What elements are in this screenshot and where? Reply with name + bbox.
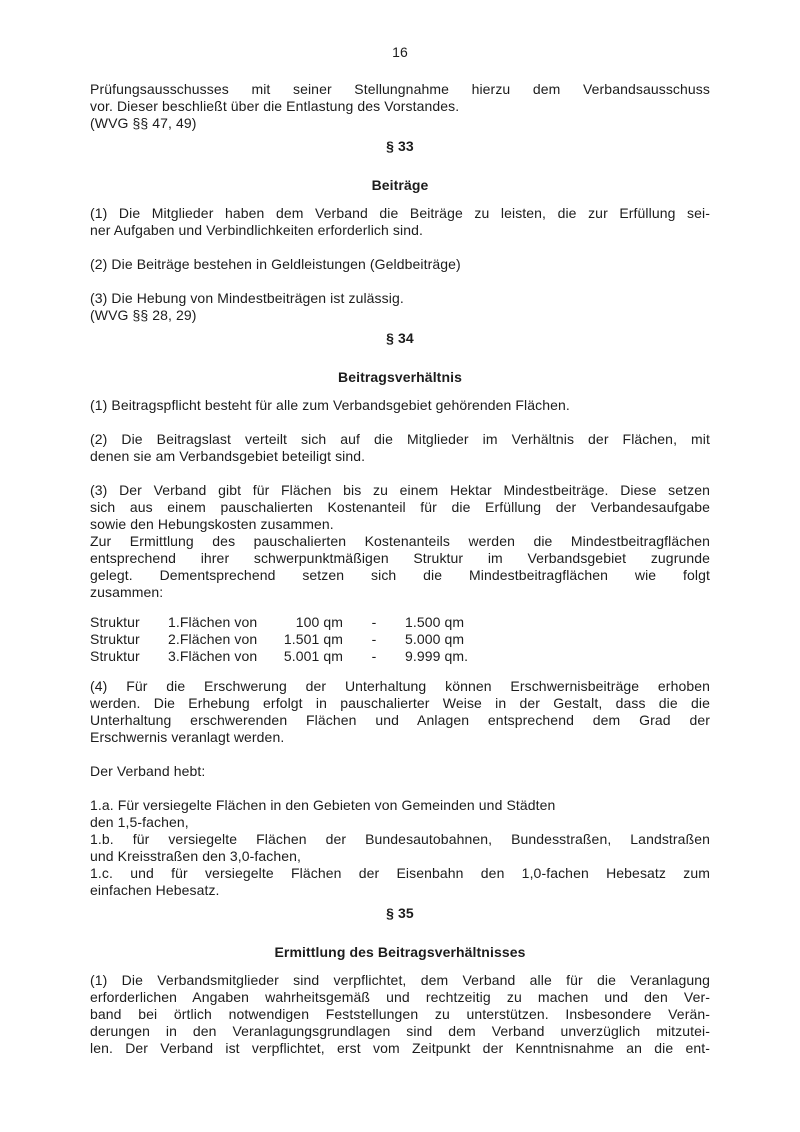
paragraph-line: Zur Ermittlung des pauschalierten Kostenanteils werden die Mindestbeitragflächen bbox=[90, 533, 710, 549]
paragraph-line: ner Aufgaben und Verbindlichkeiten erforderlich sind. bbox=[90, 222, 423, 238]
table-cell: Struktur bbox=[90, 631, 140, 647]
paragraph-line: (1) Die Verbandsmitglieder sind verpflichtet, dem Verband alle für die Veranlagung bbox=[90, 972, 710, 988]
table-cell: Struktur bbox=[90, 614, 140, 630]
paragraph bbox=[90, 797, 710, 899]
paragraph-line: gelegt. Dementsprechend setzen sich die Mindestbeitragflächen wie folgt bbox=[90, 567, 710, 583]
table-cell: - bbox=[371, 631, 377, 647]
paragraph-line: Der Verband hebt: bbox=[90, 763, 206, 779]
paragraph-line: (1) Die Mitglieder haben dem Verband die Beiträge zu leisten, die zur Erfüllung sei- bbox=[90, 205, 710, 221]
paragraph-line: Erschwernis veranlagt werden. bbox=[90, 729, 285, 745]
paragraph-line: (4) Für die Erschwerung der Unterhaltung können Erschwernisbeiträge erhoben bbox=[90, 678, 710, 694]
paragraph-line: 1.c. und für versiegelte Flächen der Eisenbahn den 1,0-fachen Hebesatz zum bbox=[90, 865, 710, 881]
paragraph-line: entsprechend ihrer schwerpunktmäßigen Struktur im Verbandsgebiet zugrunde bbox=[90, 550, 710, 566]
article-title: Beiträge bbox=[371, 177, 429, 193]
paragraph bbox=[90, 431, 710, 465]
article-title: Beitragsverhältnis bbox=[338, 369, 462, 385]
paragraph-line: (2) Die Beitragslast verteilt sich auf die Mitglieder im Verhältnis der Flächen, mit bbox=[90, 431, 710, 447]
paragraph bbox=[90, 678, 710, 746]
table-cell: 100 qm bbox=[295, 614, 343, 630]
paragraph bbox=[90, 205, 710, 239]
paragraph bbox=[90, 397, 710, 414]
paragraph-line: 1.b. für versiegelte Flächen der Bundesautobahnen, Bundesstraßen, Landstraßen bbox=[90, 831, 710, 847]
table-cell: 3.Flächen von bbox=[168, 648, 258, 664]
article-title: Ermittlung des Beitragsverhältnisses bbox=[274, 944, 526, 960]
paragraph bbox=[90, 763, 710, 780]
paragraph-line: (WVG §§ 28, 29) bbox=[90, 307, 197, 323]
table-cell: 2.Flächen von bbox=[168, 631, 258, 647]
paragraph-line: (3) Der Verband gibt für Flächen bis zu einem Hektar Mindestbeiträge. Diese setzen bbox=[90, 482, 710, 498]
paragraph-line: werden. Die Erhebung erfolgt in pauschalierter Weise in der Gestalt, dass die die bbox=[90, 695, 710, 711]
paragraph-line: sich aus einem pauschalierten Kostenanteil für die Erfüllung der Verbandesaufgabe bbox=[90, 499, 710, 515]
paragraph-line: und Kreisstraßen den 3,0-fachen, bbox=[90, 848, 301, 864]
paragraph-line: sowie den Hebungskosten zusammen. bbox=[90, 516, 334, 532]
page-number: 16 bbox=[392, 44, 408, 60]
paragraph-line: len. Der Verband ist verpflichtet, erst vom Zeitpunkt der Kenntnisnahme an die ent- bbox=[90, 1040, 710, 1056]
paragraph bbox=[90, 81, 710, 132]
table-row bbox=[90, 648, 710, 665]
table-cell: 9.999 qm. bbox=[405, 648, 469, 664]
structure-table bbox=[90, 614, 710, 665]
paragraph-line: denen sie am Verbandsgebiet beteiligt sind. bbox=[90, 448, 366, 464]
paragraph bbox=[90, 482, 710, 601]
table-cell: 5.001 qm bbox=[283, 648, 343, 664]
table-cell: 1.Flächen von bbox=[168, 614, 258, 630]
paragraph-line: einfachen Hebesatz. bbox=[90, 882, 220, 898]
table-row bbox=[90, 631, 710, 648]
table-cell: - bbox=[371, 614, 377, 630]
table-cell: 5.000 qm bbox=[405, 631, 465, 647]
paragraph bbox=[90, 972, 710, 1057]
table-cell: 1.501 qm bbox=[283, 631, 343, 647]
section-heading: § 34 bbox=[386, 330, 414, 346]
table-cell: Struktur bbox=[90, 648, 140, 664]
paragraph bbox=[90, 290, 710, 324]
paragraph-line: vor. Dieser beschließt über die Entlastung des Vorstandes. bbox=[90, 98, 460, 114]
paragraph-line: (3) Die Hebung von Mindestbeiträgen ist zulässig. bbox=[90, 290, 404, 306]
table-cell: - bbox=[371, 648, 377, 664]
paragraph-line: band bei örtlich notwendigen Feststellungen zu unterstützen. Insbesondere Verän- bbox=[90, 1006, 710, 1022]
paragraph bbox=[90, 256, 710, 273]
paragraph-line: Unterhaltung erschwerenden Flächen und Anlagen entsprechend dem Grad der bbox=[90, 712, 710, 728]
section-heading: § 35 bbox=[386, 905, 414, 921]
paragraph-line: den 1,5-fachen, bbox=[90, 814, 189, 830]
paragraph-line: (WVG §§ 47, 49) bbox=[90, 115, 197, 131]
paragraph-line: 1.a. Für versiegelte Flächen in den Gebieten von Gemeinden und Städten bbox=[90, 797, 556, 813]
table-row bbox=[90, 614, 710, 631]
paragraph-line: (2) Die Beiträge bestehen in Geldleistungen (Geldbeiträge) bbox=[90, 256, 461, 272]
paragraph-line: derungen in den Veranlagungsgrundlagen sind dem Verband unverzüglich mitzutei- bbox=[90, 1023, 710, 1039]
table-cell: 1.500 qm bbox=[405, 614, 465, 630]
paragraph-line: Prüfungsausschusses mit seiner Stellungnahme hierzu dem Verbandsausschuss bbox=[90, 81, 710, 97]
paragraph-line: erforderlichen Angaben wahrheitsgemäß und rechtzeitig zu machen und den Ver- bbox=[90, 989, 710, 1005]
paragraph-line: (1) Beitragspflicht besteht für alle zum Verbandsgebiet gehörenden Flächen. bbox=[90, 397, 570, 413]
section-heading: § 33 bbox=[386, 138, 414, 154]
paragraph-line: zusammen: bbox=[90, 584, 164, 600]
